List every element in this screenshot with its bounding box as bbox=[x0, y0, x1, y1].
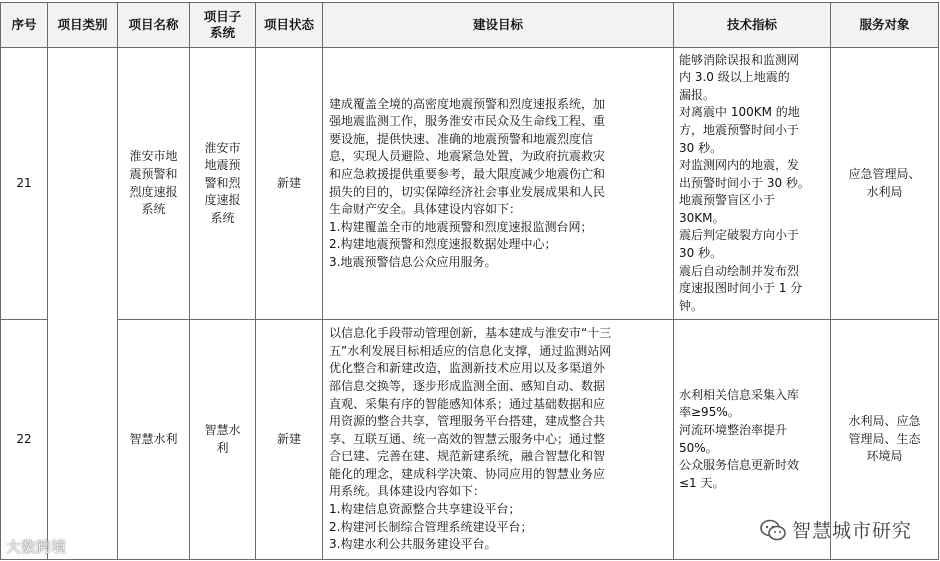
header-tech: 技术指标 bbox=[674, 3, 831, 48]
header-no: 序号 bbox=[1, 3, 48, 48]
header-goal: 建设目标 bbox=[323, 3, 674, 48]
header-row bbox=[1, 3, 939, 48]
row-goal: 建成覆盖全境的高密度地震预警和烈度速报系统，加 强地震监测工作，服务淮安市民众及生命线工程、重 要设施，提供快速、准确的地震预警和地震烈度信 息，实现人员避险、地震紧急处置，为政府抗震救灾 和应急救援提供重要参考，最大限度减少地震伤亡和 损失的目的，切实保障经济社会事业发展成果和人民 生命财产安全。具体建设内容如下： 1.构建覆盖全市的地震预警和烈度速报监测台网； 2.构建地震预警和烈度速报数据处理中心； 3.地震预警信息公众应用服务。 bbox=[323, 48, 674, 320]
header-name: 项目名称 bbox=[118, 3, 190, 48]
row-subsystem: 智慧水 利 bbox=[190, 320, 256, 560]
row-name: 智慧水利 bbox=[118, 320, 190, 560]
row-name: 淮安市地 震预警和 烈度速报 系统 bbox=[118, 48, 190, 320]
watermark-right bbox=[760, 516, 912, 543]
header-status: 项目状态 bbox=[256, 3, 323, 48]
row-status: 新建 bbox=[256, 320, 323, 560]
watermark-right-text: 智慧城市研究 bbox=[791, 520, 912, 542]
row-no: 22 bbox=[1, 320, 48, 560]
project-table bbox=[0, 2, 939, 560]
row-goal: 以信息化手段带动管理创新，基本建成与淮安市“十三 五”水利发展目标相适应的信息化支撑，通过监测站网 优化整合和新建改造，监测新技术应用以及多渠道外 部信息交换等，逐步形成监测全面、感知自动、数据 直观、采集有序的智能感知体系；通过基础数据和应 用资源的整合共享，管理服务平台搭建，建成整合共 享、互联互通、统一高效的智慧云服务中心；通过整 合已建、完善在建、规范新建系统，融合智慧化和智 能化的理念，建成科学决策、协同应用的智慧业务应 用系统。具体建设内容如下： 1.构建信息资源整合共享建设平台； 2.构建河长制综合管理系统建设平台； 3.构建水利公共服务建设平台。 bbox=[323, 320, 674, 560]
row-category bbox=[48, 48, 118, 560]
row-service: 水利局、应急 管理局、生态 环境局 bbox=[831, 320, 939, 560]
row-service: 应急管理局、 水利局 bbox=[831, 48, 939, 320]
header-subsystem bbox=[190, 3, 256, 48]
table-row bbox=[1, 48, 939, 320]
row-status: 新建 bbox=[256, 48, 323, 320]
row-subsystem: 淮安市 地震预 警和烈 度速报 系统 bbox=[190, 48, 256, 320]
header-subsystem-line: 系统 bbox=[209, 25, 235, 40]
row-tech: 水利相关信息采集入库 率≥95%。 河流环境整治率提升 50%。 公众服务信息更新时效 ≤1 天。 bbox=[674, 320, 831, 560]
row-no: 21 bbox=[1, 48, 48, 320]
header-service: 服务对象 bbox=[831, 3, 939, 48]
wechat-icon bbox=[760, 519, 786, 541]
header-category: 项目类别 bbox=[48, 3, 118, 48]
watermark-left: 大数跨境 bbox=[6, 538, 67, 556]
header-subsystem-line: 项目子 bbox=[203, 9, 242, 24]
row-tech: 能够消除误报和监测网 内 3.0 级以上地震的 漏报。 对离震中 100KM 的地 方，地震预警时间小于 30 秒。 对监测网内的地震，发 出预警时间小于 30 秒。 地震预警盲区小于 30KM。 震后判定破裂方向小于 30 秒。 震后自动绘制并发布烈 度速报图时间小于 1 分 钟。 bbox=[674, 48, 831, 320]
